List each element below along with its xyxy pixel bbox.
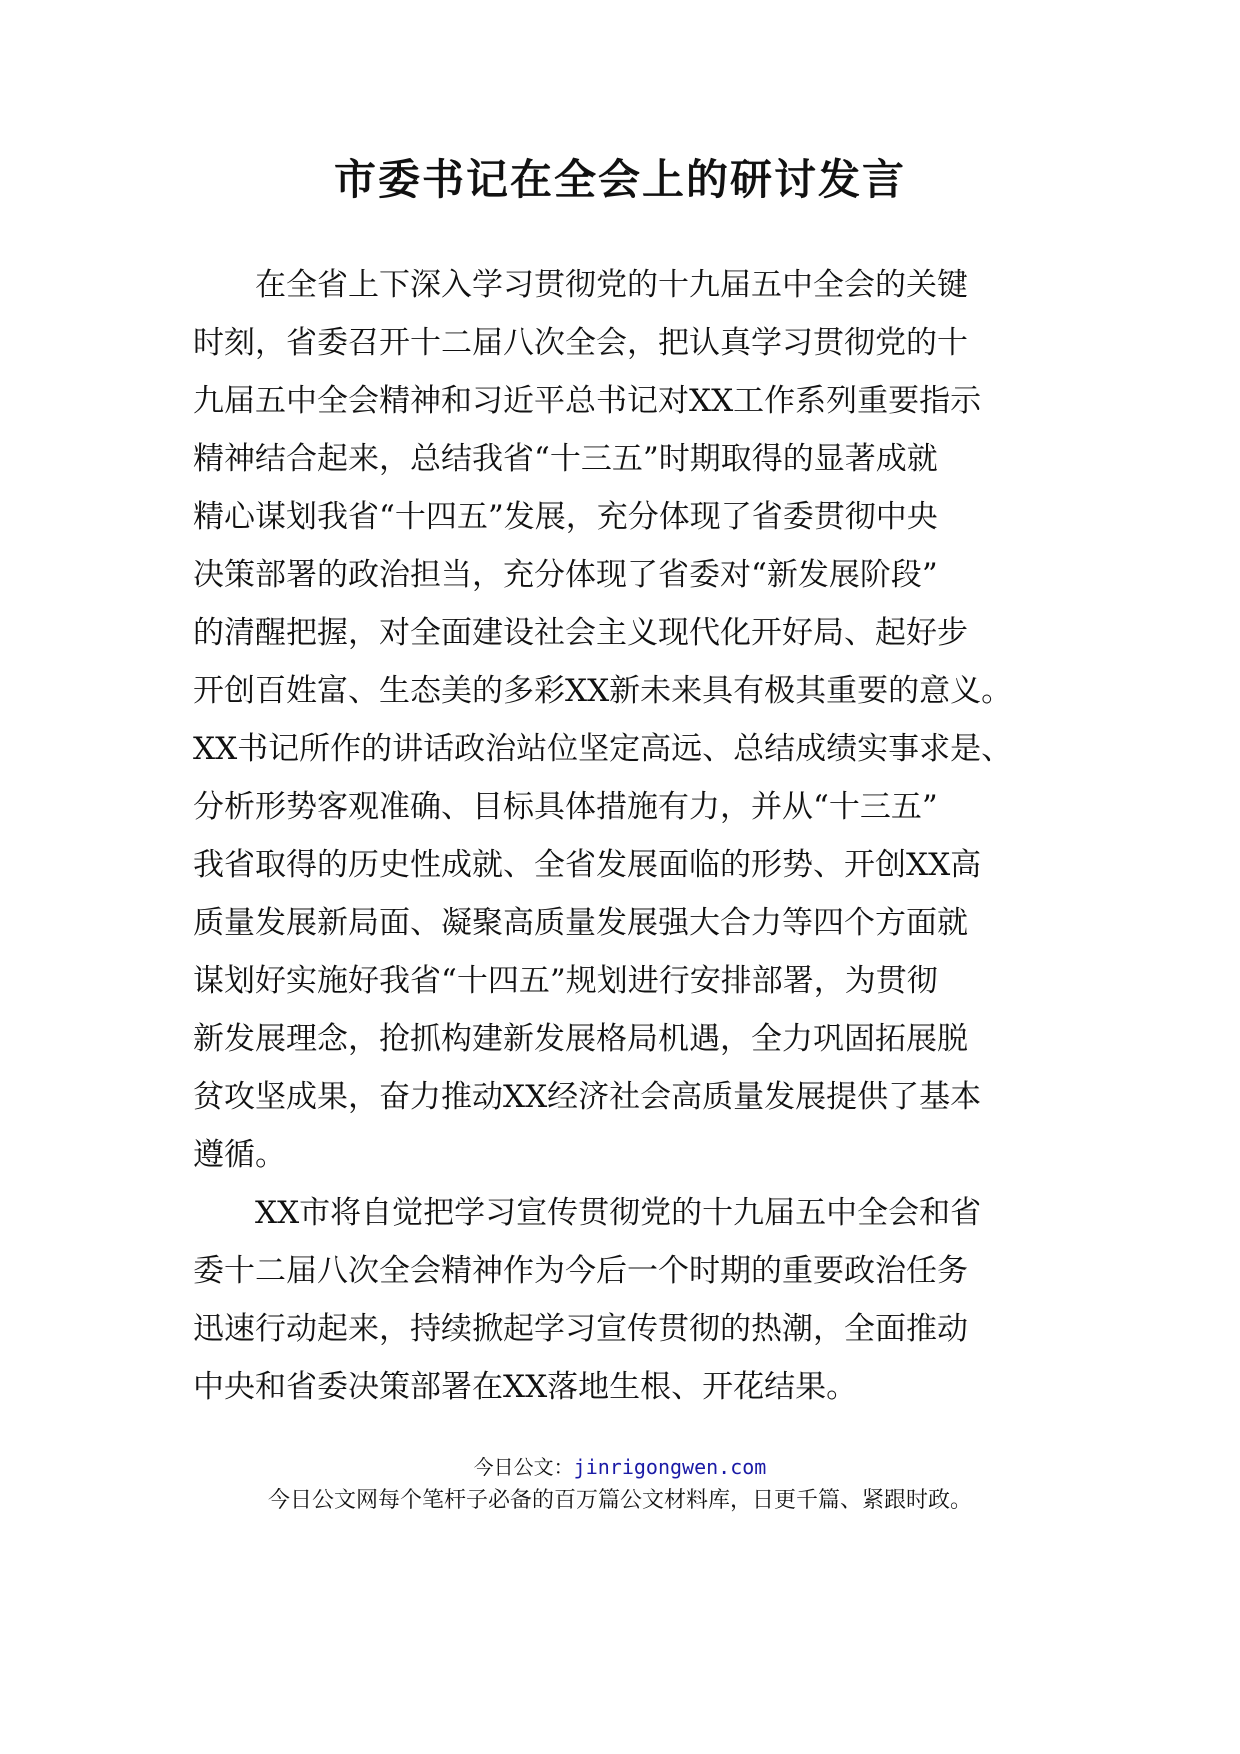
body-line: 的清醒把握，对全面建设社会主义现代化开好局、起好步	[193, 615, 968, 651]
body-line: 委十二届八次全会精神作为今后一个时期的重要政治任务	[193, 1253, 968, 1289]
body-line: 精心谋划我省“十四五”发展，充分体现了省委贯彻中央	[193, 499, 938, 535]
document-title: 市委书记在全会上的研讨发言	[333, 155, 906, 204]
body-line: 新发展理念，抢抓构建新发展格局机遇，全力巩固拓展脱	[193, 1021, 968, 1057]
body-line: 开创百姓富、生态美的多彩XX新未来具有极其重要的意义。	[193, 673, 1013, 709]
body-line: 时刻，省委召开十二届八次全会，把认真学习贯彻党的十	[193, 325, 968, 361]
footer-site-label: 今日公文：	[473, 1455, 574, 1479]
footer-site	[0, 1453, 1240, 1481]
body-line: 贫攻坚成果，奋力推动XX经济社会高质量发展提供了基本	[193, 1079, 982, 1115]
body-line: 分析形势客观准确、目标具体措施有力，并从“十三五”	[193, 789, 938, 825]
body-line: 中央和省委决策部署在XX落地生根、开花结果。	[193, 1369, 858, 1405]
body-line: 在全省上下深入学习贯彻党的十九届五中全会的关键	[193, 267, 968, 303]
body-line: 精神结合起来，总结我省“十三五”时期取得的显著成就	[193, 441, 938, 477]
body-line: XX市将自觉把学习宣传贯彻党的十九届五中全会和省	[193, 1195, 982, 1231]
body-line: 决策部署的政治担当，充分体现了省委对“新发展阶段”	[193, 557, 938, 593]
footer-site-url[interactable]: jinrigongwen.com	[573, 1455, 767, 1479]
body-line: 质量发展新局面、凝聚高质量发展强大合力等四个方面就	[193, 905, 968, 941]
body-line: 九届五中全会精神和习近平总书记对XX工作系列重要指示	[193, 383, 982, 419]
body-line: 遵循。	[193, 1137, 286, 1173]
body-line: 我省取得的历史性成就、全省发展面临的形势、开创XX高	[193, 847, 982, 883]
footer-slogan: 今日公文网每个笔杆子必备的百万篇公文材料库，日更千篇、紧跟时政。	[267, 1488, 972, 1513]
body-line: 迅速行动起来，持续掀起学习宣传贯彻的热潮，全面推动	[193, 1311, 968, 1347]
body-line: XX书记所作的讲话政治站位坚定高远、总结成绩实事求是、	[193, 731, 1013, 767]
body-line: 谋划好实施好我省“十四五”规划进行安排部署，为贯彻	[193, 963, 938, 999]
